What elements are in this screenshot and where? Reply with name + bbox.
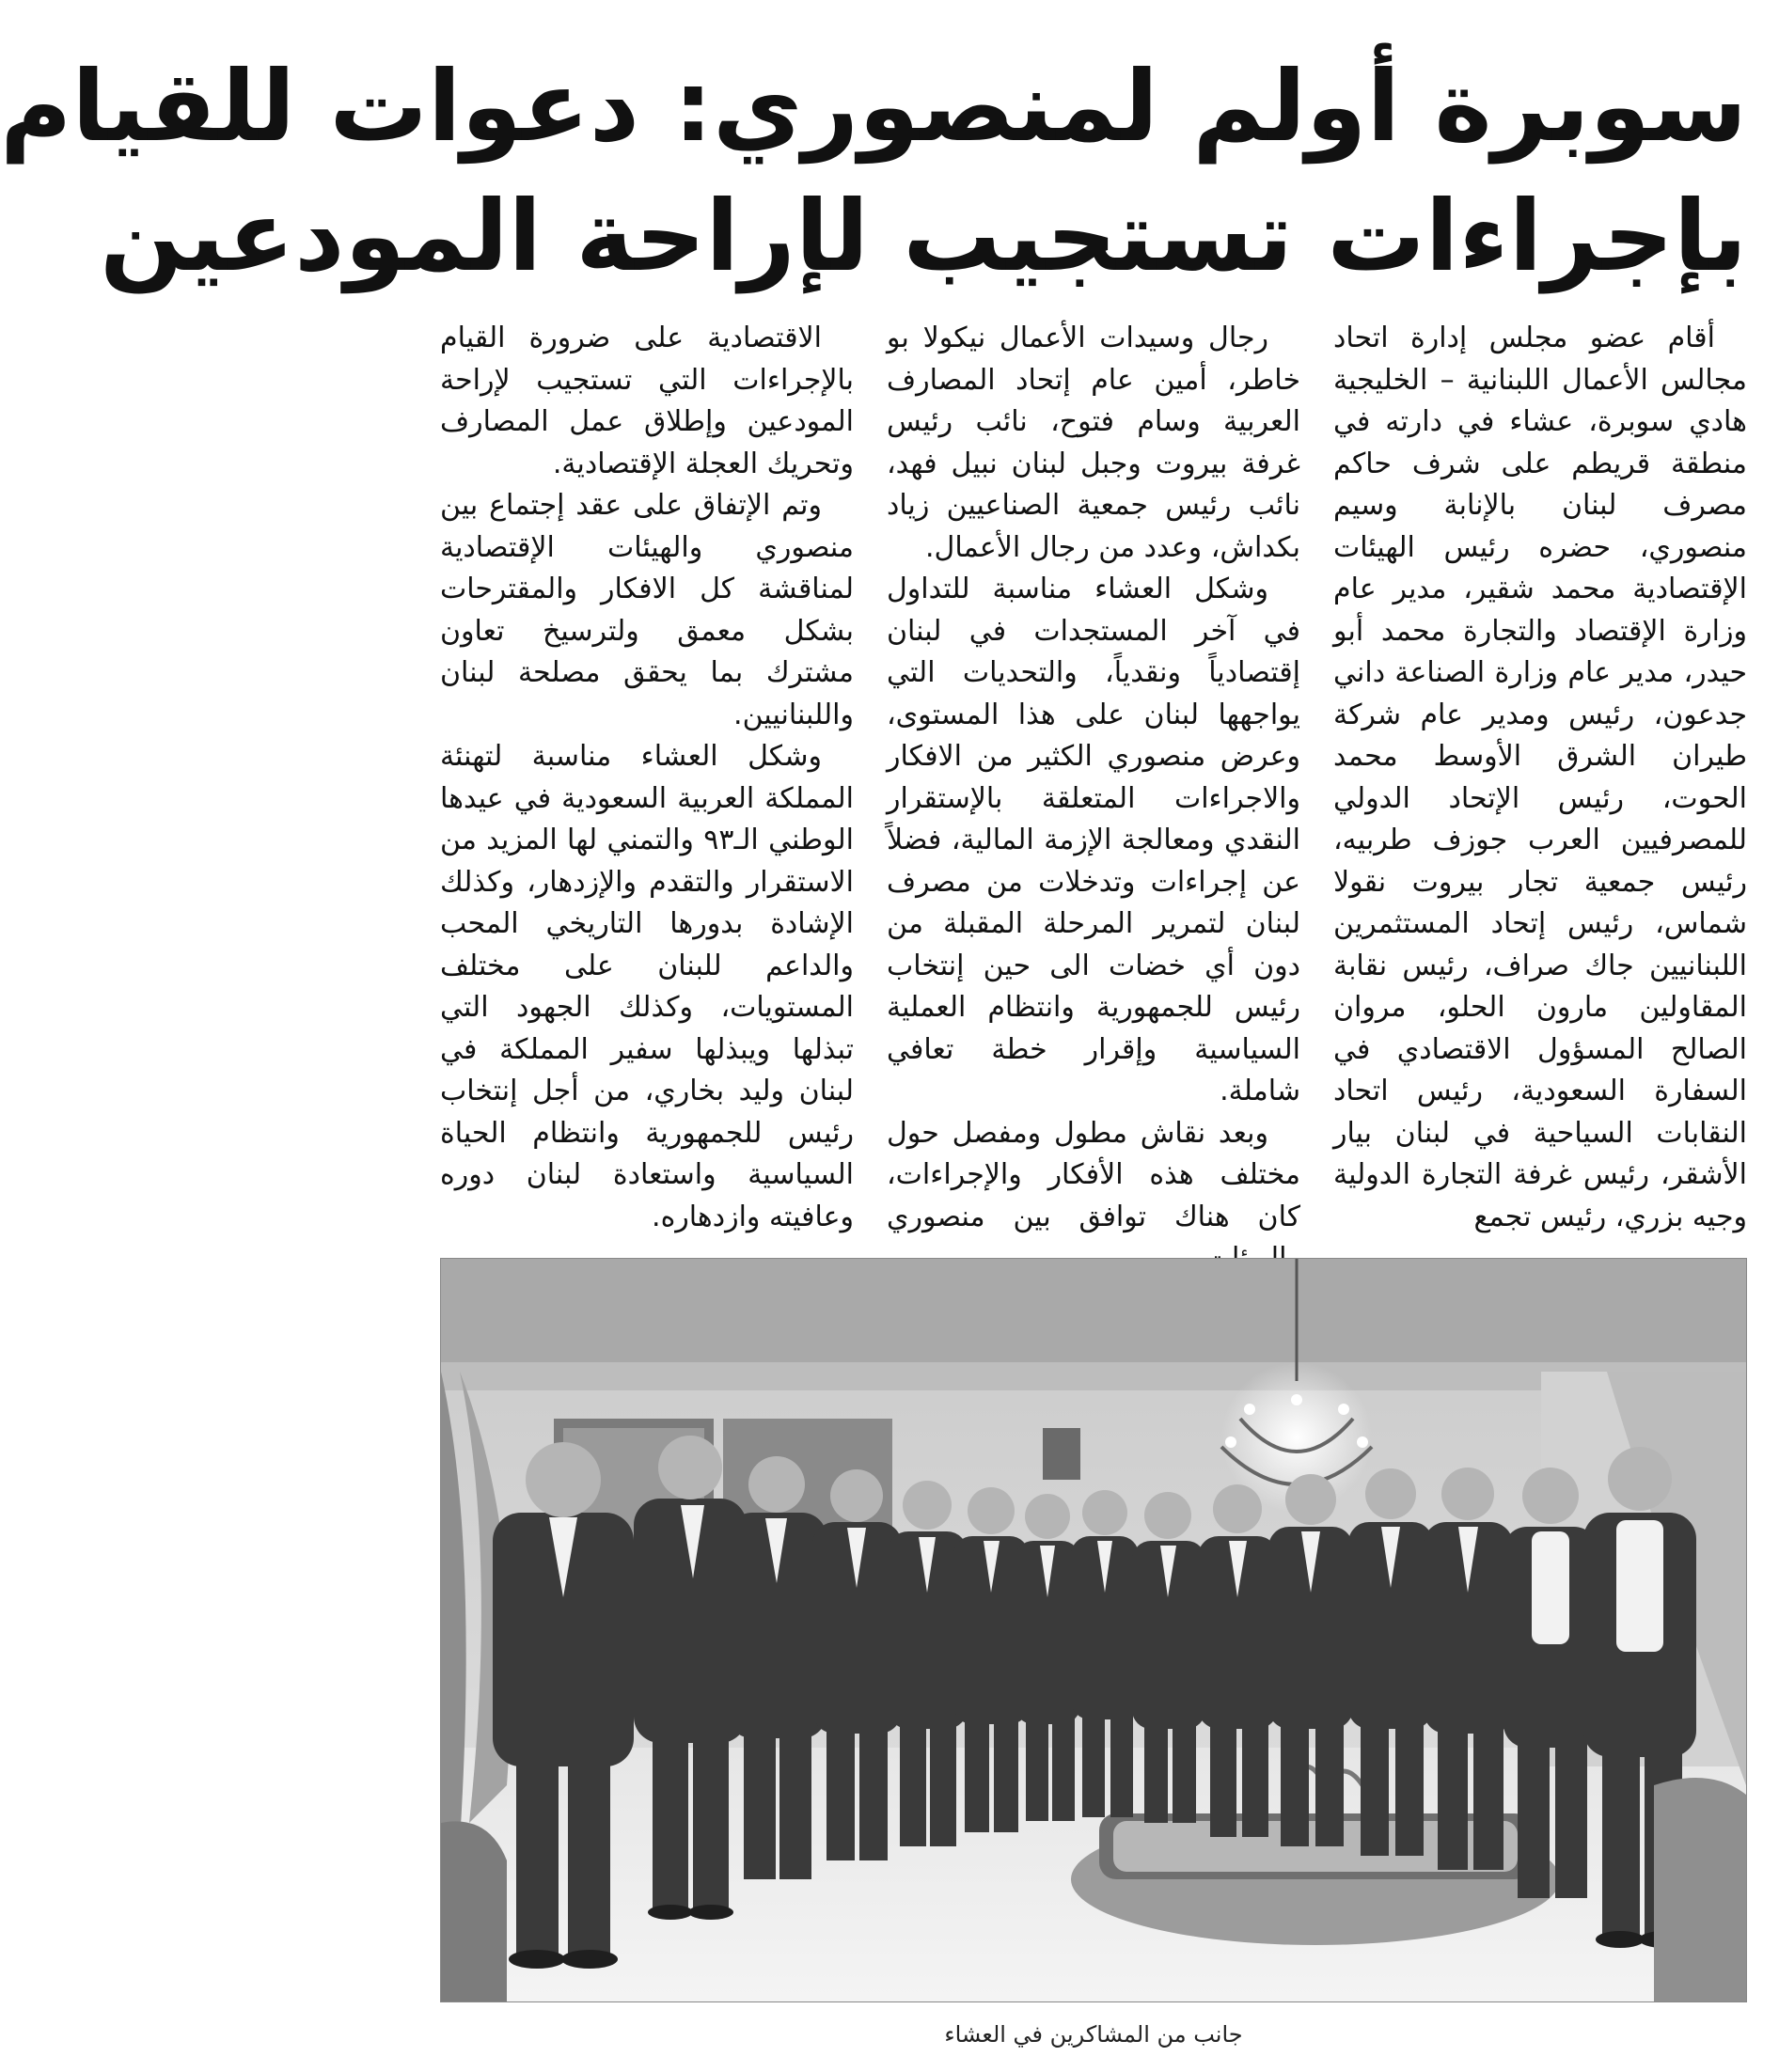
column-2-paragraph-1: رجال وسيدات الأعمال نيكولا بو خاطر، أمين عام إتحاد المصارف العربية وسام فتوح، نائب رئيس غرفة بيروت وجبل لبنان نبيل فهد، نائب رئيس جمعية الصناعيين زياد بكداش، وعدد من رجال الأعمال. bbox=[887, 322, 1300, 564]
column-2-paragraph-2: وشكل العشاء مناسبة للتداول في آخر المستجدات في لبنان إقتصادياً ونقدياً، والتحديات التي يواجهها لبنان على هذا المستوى، وعرض منصوري الكثير من الافكار والاجراءات المتعلقة بالإستقرار النقدي ومعالجة الإزمة المالية، فضلاً عن إجراءات وتدخلات من مصرف لبنان لتمرير المرحلة المقبلة من دون أي خضات الى حين إنتخاب رئيس للجمهورية وانتظام العملية السياسية وإقرار خطة تعافي شاملة. bbox=[887, 573, 1300, 1107]
column-3-paragraph-3: وشكل العشاء مناسبة لتهنئة المملكة العربية السعودية في عيدها الوطني الـ٩٣ والتمني لها المزيد من الاستقرار والتقدم والإزدهار، وكذلك الإشادة بدورها التاريخي المحب والداعم للبنان على مختلف المستويات، وكذلك الجهود التي تبذلها ويبذلها سفير المملكة في لبنان وليد بخاري، من أجل إنتخاب رئيس للجمهورية وانتظام الحياة السياسية واستعادة لبنان دوره وعافيته وازدهاره. bbox=[440, 740, 854, 1233]
column-1-paragraph-1: أقام عضو مجلس إدارة اتحاد مجالس الأعمال اللبنانية – الخليجية هادي سوبرة، عشاء في دارته في منطقة قريطم على شرف حاكم مصرف لبنان بالإنابة وسيم منصوري، حضره رئيس الهيئات الإقتصادية محمد شقير، مدير عام وزارة الإقتصاد والتجارة محمد أبو حيدر، مدير عام وزارة الصناعة داني جدعون، رئيس ومدير عام شركة طيران الشرق الأوسط محمد الحوت، رئيس الإتحاد الدولي للمصرفيين العرب جوزف طربيه، رئيس جمعية تجار بيروت نقولا شماس، رئيس إتحاد المستثمرين اللبنانيين جاك صراف، رئيس نقابة المقاولين مارون الحلو، مروان الصالح المسؤول الاقتصادي في السفارة السعودية، رئيس اتحاد النقابات السياحية في لبنان بيار الأشقر، رئيس غرفة التجارة الدولية وجيه بزري، رئيس تجمع bbox=[1333, 322, 1747, 1233]
headline-line-2: بإجراءات تستجيب لإراحة المودعين bbox=[100, 179, 1747, 293]
photo-caption: جانب من المشاكرين في العشاء bbox=[944, 2021, 1243, 2048]
group-photo-illustration bbox=[441, 1259, 1746, 2001]
column-2-paragraph-3: وبعد نقاش مطول ومفصل حول مختلف هذه الأفكار والإجراءات، كان هناك توافق بين منصوري bbox=[887, 1116, 1300, 1233]
article-column-2 bbox=[887, 318, 1300, 1234]
column-3-paragraph-2: وتم الإتفاق على عقد إجتماع بين منصوري والهيئات الإقتصادية لمناقشة كل الافكار والمقترحات بشكل معمق ولترسيخ تعاون مشترك بما يحقق مصلحة لبنان واللبنانيين. bbox=[440, 489, 854, 731]
article-headline bbox=[0, 41, 1747, 301]
article-column-1 bbox=[1333, 318, 1747, 1234]
article-column-3 bbox=[440, 318, 854, 1234]
headline-line-1: سوبرة أولم لمنصوري: دعوات للقيام bbox=[0, 49, 1747, 164]
group-photo bbox=[440, 1258, 1747, 2002]
column-3-paragraph-1: الاقتصادية على ضرورة القيام بالإجراءات التي تستجيب لإراحة المودعين وإطلاق عمل المصارف وتحريك العجلة الإقتصادية. bbox=[440, 322, 854, 480]
article-body-columns bbox=[440, 318, 1747, 1234]
